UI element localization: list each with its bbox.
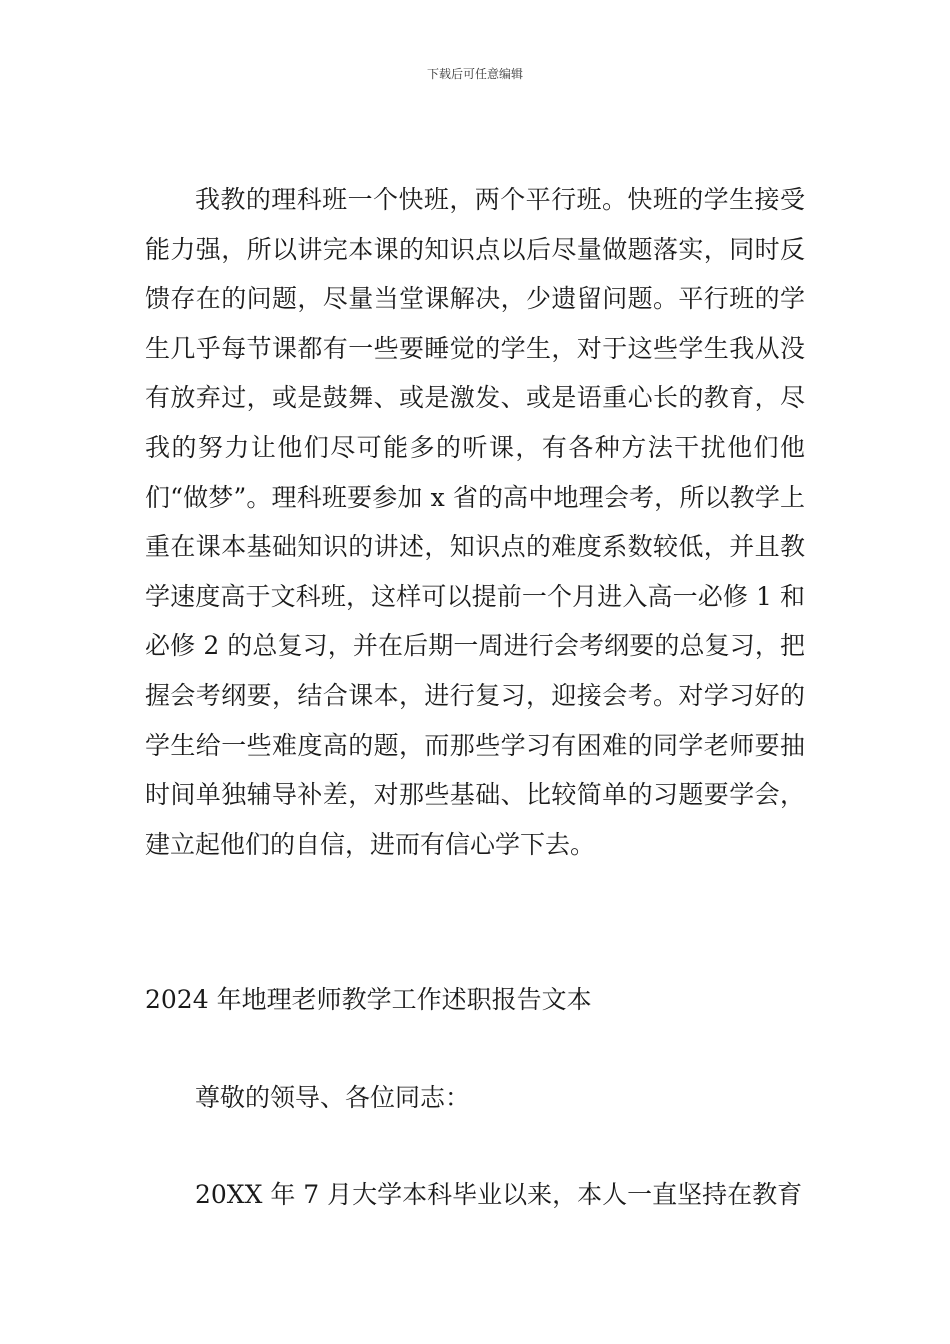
body-paragraph-1: 我教的理科班一个快班，两个平行班。快班的学生接受能力强，所以讲完本课的知识点以后尽量做题落实，同时反馈存在的问题，尽量当堂课解决，少遗留问题。平行班的学生几乎每节课都有一些要睡觉的学生，对于这些学生我从没有放弃过，或是鼓舞、或是激发、或是语重心长的教育，尽我的努力让他们尽可能多的听课，有各种方法干扰他们他们“做梦”。理科班要参加 x 省的高中地理会考，所以教学上重在课本基础知识的讲述，知识点的难度系数较低，并且教学速度高于文科班，这样可以提前一个月进入高一必修 1 和必修 2 的总复习，并在后期一周进行会考纲要的总复习，把握会考纲要，结合课本，进行复习，迎接会考。对学习好的学生给一些难度高的题，而那些学习有困难的同学老师要抽时间单独辅导补差，对那些基础、比较简单的习题要学会，建立起他们的自信，进而有信心学下去。: [145, 185, 805, 859]
document-title: 2024 年地理老师教学工作述职报告文本: [145, 985, 592, 1014]
body-paragraph-2: 20XX 年 7 月大学本科毕业以来，本人一直坚持在教育: [195, 1180, 803, 1209]
header-note: 下载后可任意编辑: [426, 67, 523, 81]
salutation: 尊敬的领导、各位同志：: [195, 1083, 471, 1112]
